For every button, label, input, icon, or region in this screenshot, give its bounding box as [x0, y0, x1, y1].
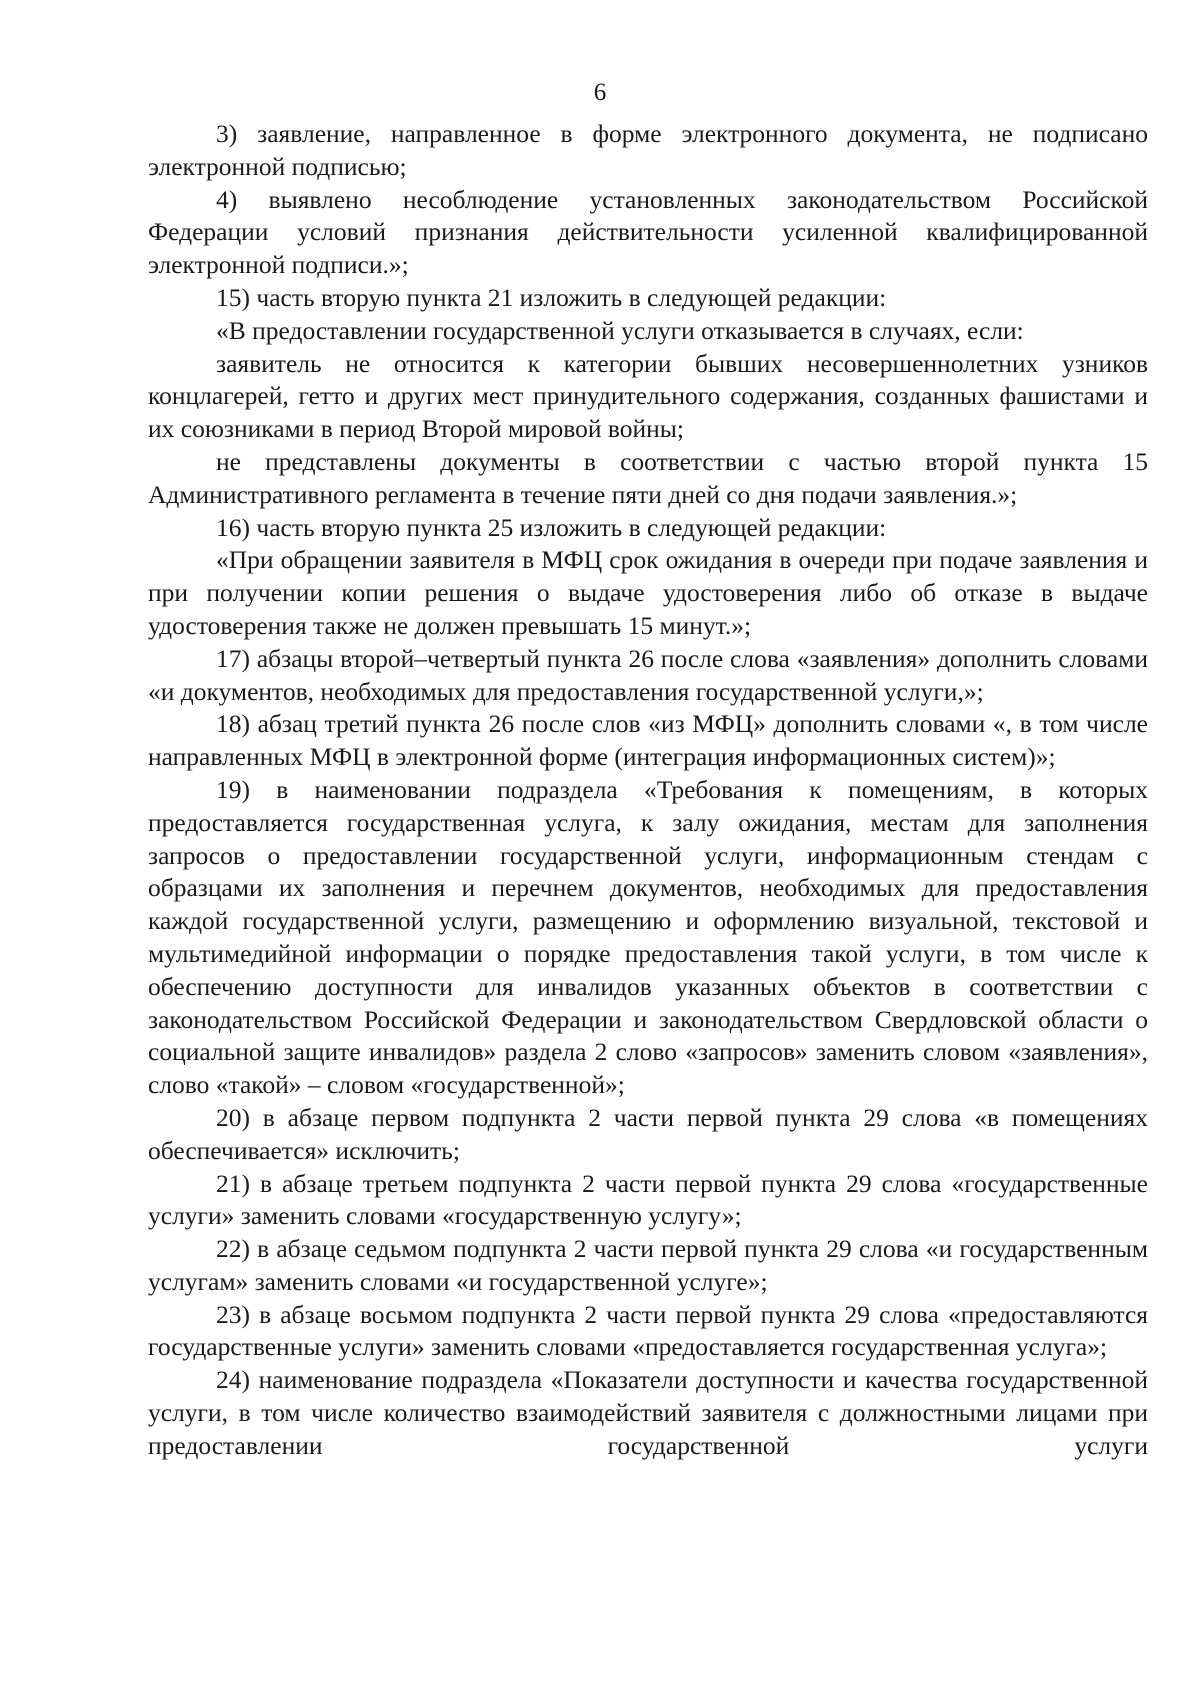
- paragraph-item-24: 24) наименование подраздела «Показатели доступности и качества государственной услуги, в том числе количество взаимодействий заявителя с должностными лицами при предоставлении государственной услуги: [148, 1365, 1148, 1460]
- paragraph-quote-refusal-intro: «В предоставлении государственной услуги отказывается в случаях, если:: [216, 315, 1024, 345]
- paragraph-quote-waiting-time: «При обращении заявителя в МФЦ срок ожидания в очереди при подаче заявления и при получении копии решения о выдаче удостоверения либо об отказе в выдаче удостоверения также не должен превышать 15 минут.»;: [148, 545, 1148, 640]
- paragraph-item-16: 16) часть вторую пункта 25 изложить в следующей редакции:: [216, 512, 887, 542]
- page-number: 6: [593, 79, 607, 106]
- paragraph-item-20: 20) в абзаце первом подпункта 2 части первой пункта 29 слова «в помещениях обеспечивается» исключить;: [148, 1102, 1148, 1165]
- paragraph-refusal-category: заявитель не относится к категории бывших несовершеннолетних узников концлагерей, гетто и других мест принудительного содержания, созданных фашистами и их союзниками в период Второй мировой войны;: [148, 348, 1148, 444]
- paragraph-item-19: 19) в наименовании подраздела «Требования к помещениям, в которых предоставляется государственная услуга, к залу ожидания, местам для заполнения запросов о предоставлении государственной услуги, информационным стендам с образцами их заполнения и перечнем документов, необходимых для предоставления каждой государственной услуги, размещению и оформлению визуальной, текстовой и мультимедийной информации о порядке предоставления такой услуги, в том числе к обеспечению доступности для инвалидов указанных объектов в соответствии с законодательством Российской Федерации и законодательством Свердловской области о социальной защите инвалидов» раздела 2 слово «запросов» заменить словом «заявления», слово «такой» – словом «государственной»;: [148, 774, 1148, 1100]
- paragraph-item-18: 18) абзац третий пункта 26 после слов «из МФЦ» дополнить словами «, в том числе направленных МФЦ в электронной форме (интеграция информационных систем)»;: [148, 709, 1148, 772]
- paragraph-refusal-documents: не представлены документы в соответствии с частью второй пункта 15 Административного регламента в течение пяти дней со дня подачи заявления.»;: [148, 446, 1148, 509]
- paragraph-item-22: 22) в абзаце седьмом подпункта 2 части первой пункта 29 слова «и государственным услугам» заменить словами «и государственной услуге»;: [148, 1234, 1148, 1296]
- document-body: [148, 118, 1148, 1463]
- paragraph-item-3: 3) заявление, направленное в форме электронного документа, не подписано электронной подписью;: [148, 119, 1148, 181]
- paragraph-item-17: 17) абзацы второй–четвертый пункта 26 после слова «заявления» дополнить словами «и документов, необходимых для предоставления государственной услуги,»;: [148, 643, 1148, 706]
- paragraph-item-23: 23) в абзаце восьмом подпункта 2 части первой пункта 29 слова «предоставляются государственные услуги» заменить словами «предоставляется государственная услуга»;: [148, 1299, 1148, 1362]
- paragraph-item-21: 21) в абзаце третьем подпункта 2 части первой пункта 29 слова «государственные услуги» заменить словами «государственную услугу»;: [148, 1168, 1148, 1231]
- paragraph-item-15: 15) часть вторую пункта 21 изложить в следующей редакции:: [216, 282, 887, 312]
- paragraph-item-4: 4) выявлено несоблюдение установленных законодательством Российской Федерации условий признания действительности усиленной квалифицированной электронной подписи.»;: [148, 184, 1148, 280]
